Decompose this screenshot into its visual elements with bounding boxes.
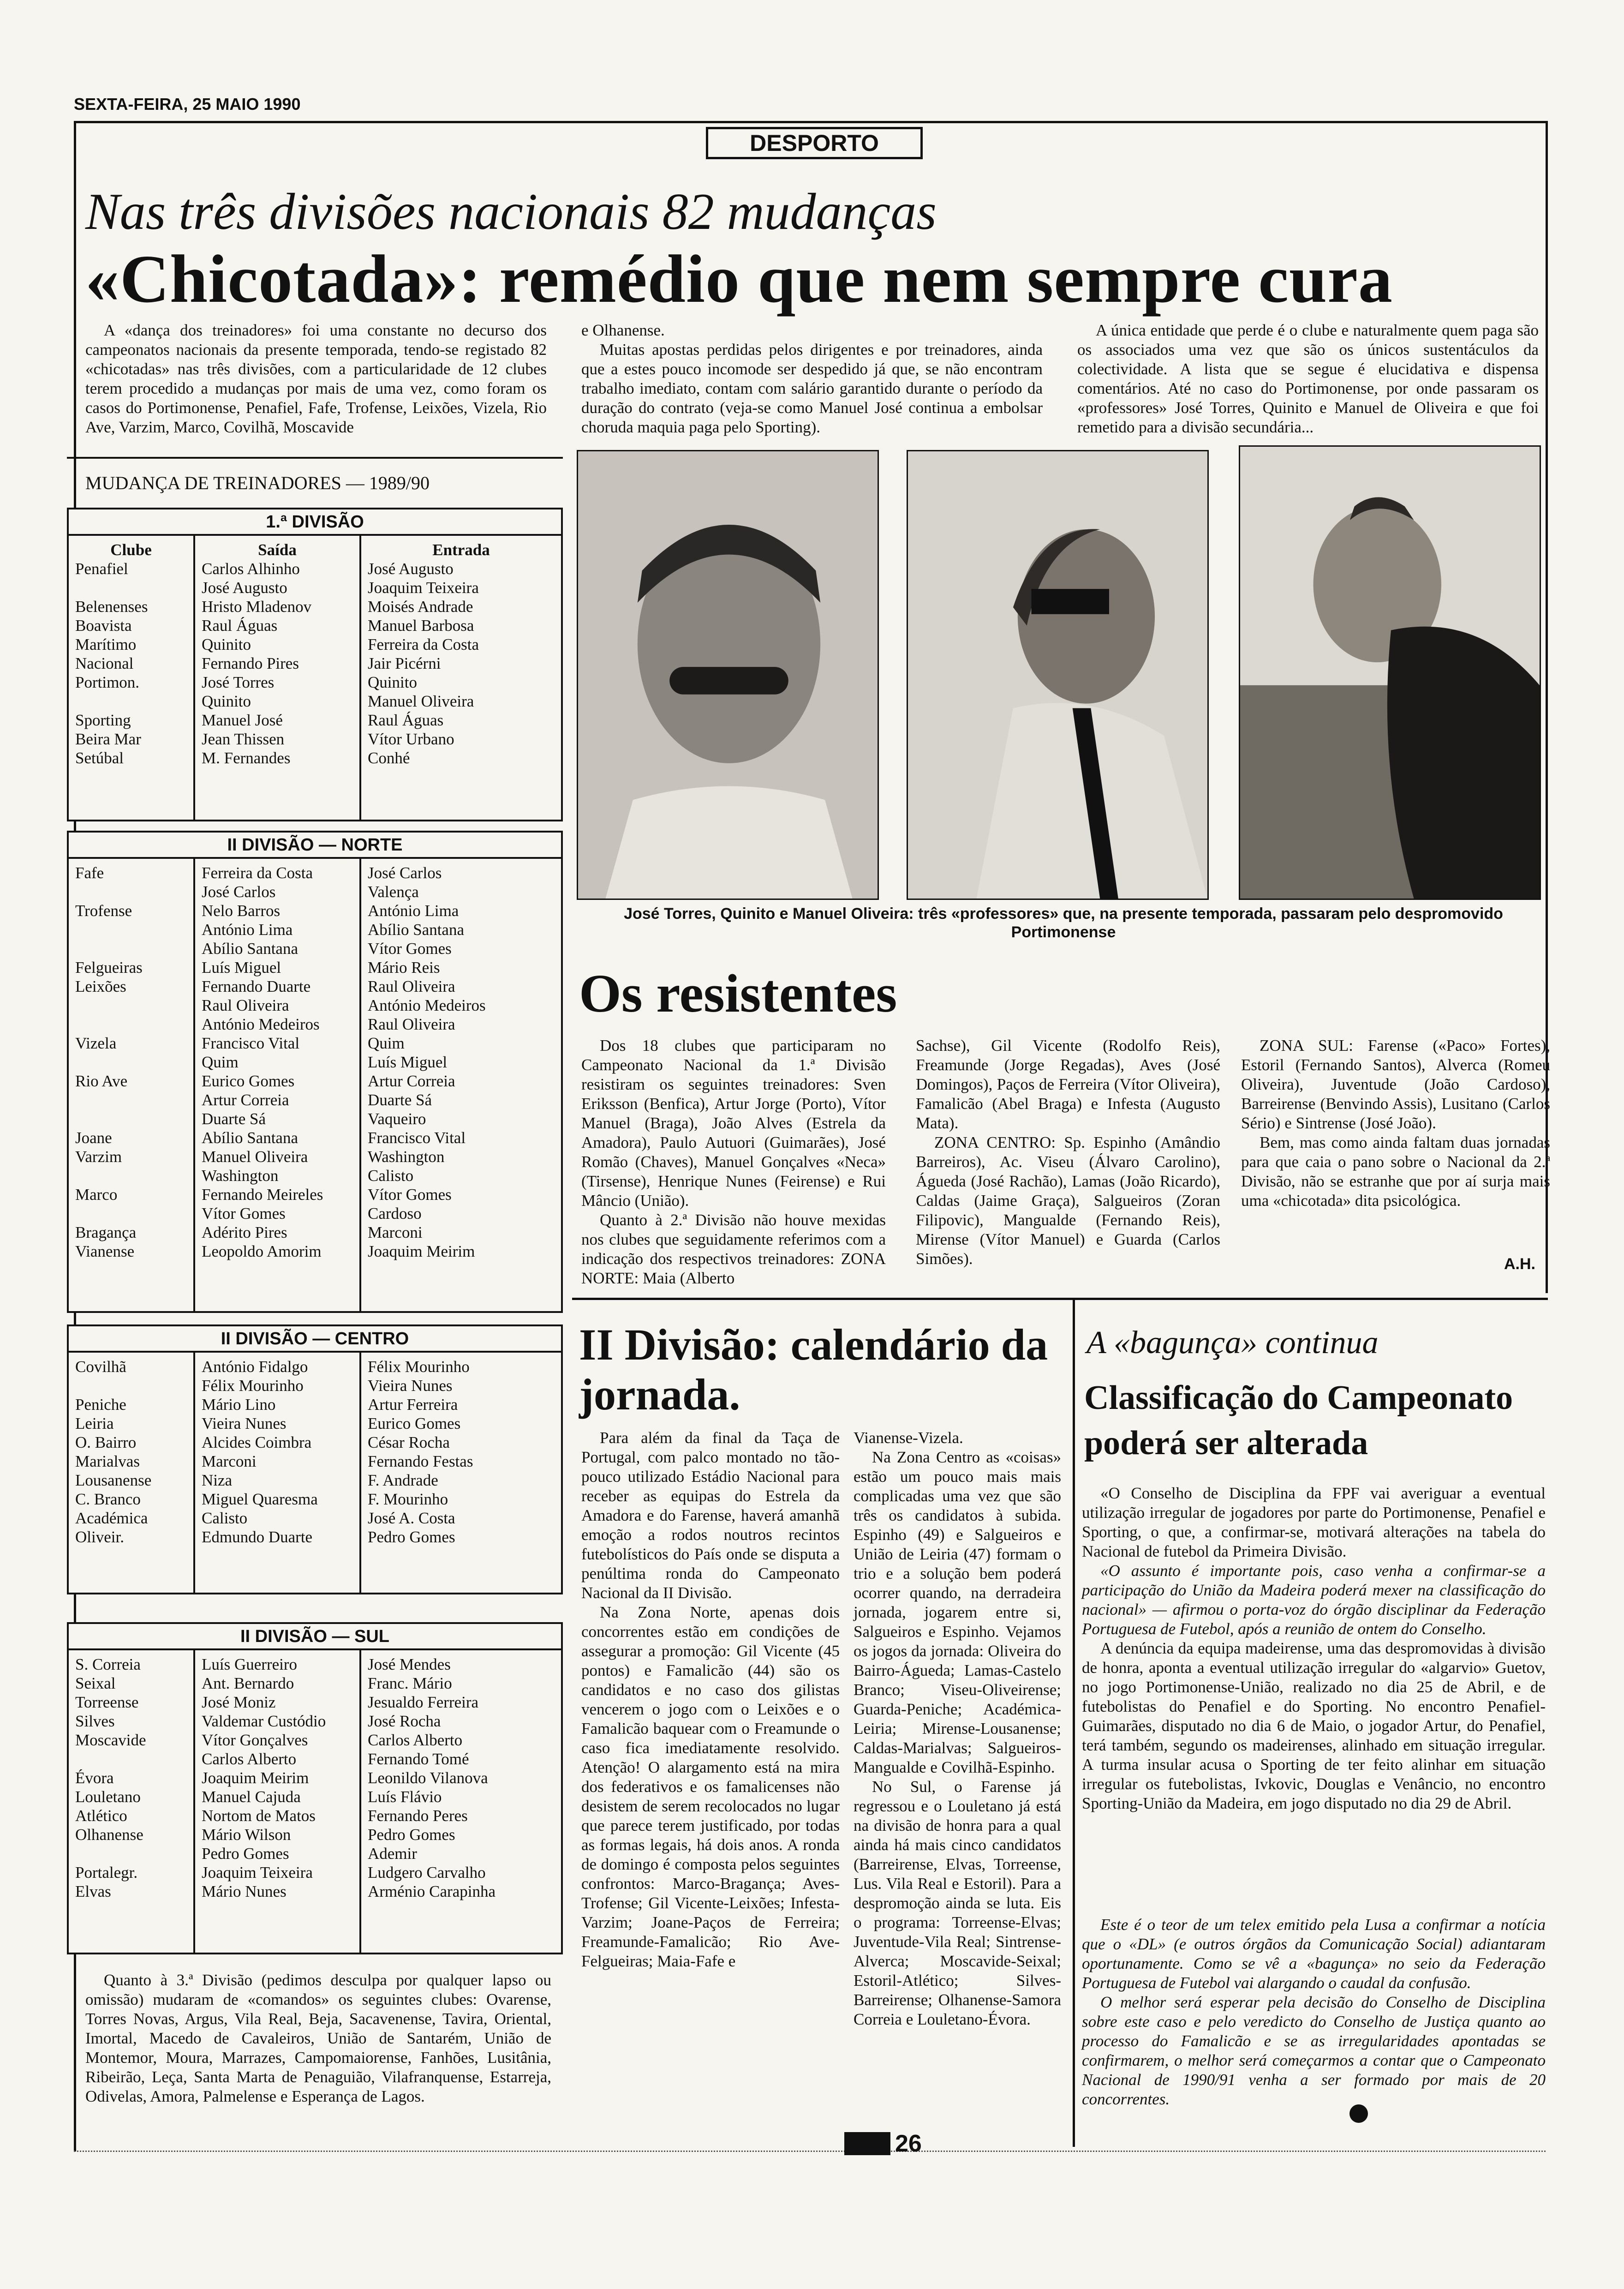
- resistentes-column-3: ZONA SUL: Farense («Paco» Fortes), Estoril (Fernando Santos), Alverca (Romeu Oliveira), Juventude (João Cardoso), Barreirense (Benvindo Assis), Lusitano (Carlos Sério) e Sintrense (José João). Bem, mas como ainda faltam duas jornadas para que caia o pano sobre o Nacional da 2.ª Divisão, não se estranhe que por aí surja mais uma «chicotada» dita psicológica.: [1241, 1037, 1550, 1210]
- newspaper-logo-icon: [844, 2132, 890, 2155]
- photo-caption: José Torres, Quinito e Manuel Oliveira: três «professores» que, na presente temporada, passaram pelo despromovido Portimonense: [624, 905, 1503, 941]
- column-divider-rule: [1073, 1298, 1075, 2147]
- page-footer: [844, 2130, 922, 2157]
- table-section-norte: [67, 831, 563, 1313]
- table-section-centro: [67, 1324, 563, 1594]
- table-saida-column: Saída Carlos Alhinho José Augusto Hristo Mladenov Raul Águas Quinito Fernando Pires José Torres Quinito Manuel José Jean Thissen M. Fernandes: [193, 536, 359, 820]
- table-section-heading: II DIVISÃO — SUL: [69, 1624, 561, 1650]
- table-section-1a-divisao: [67, 508, 563, 821]
- table-section-sul: [67, 1622, 563, 1954]
- intro-column-3: A única entidade que perde é o clube e naturalmente quem paga são os associados uma vez que são os únicos sustentáculos da colectividade. A lista que se segue é elucidativa e dispensa comentários. Até no caso do Portimonense, por onde passaram os «professores» José Torres, Quinito e Manuel de Oliveira e que foi remetido para a divisão secundária...: [1077, 321, 1539, 436]
- bottom-rule: [74, 2151, 1546, 2152]
- dateline: SEXTA-FEIRA, 25 MAIO 1990: [74, 95, 301, 114]
- bagunca-headline: Classificação do Campeonato poderá ser alterada: [1084, 1379, 1513, 1462]
- section-divider-rule: [572, 1298, 1548, 1300]
- table-section-heading: II DIVISÃO — NORTE: [69, 833, 561, 859]
- intro-column-2: e Olhanense. Muitas apostas perdidas pelos dirigentes e por treinadores, ainda que a estes pouco incomode ser despedido já que, se não encontram trabalho imediato, contam com salário garantido durante o período da duração do contrato (veja-se como Manuel José continua a embolsar choruda maquia paga pelo Sporting).: [581, 321, 1043, 436]
- end-mark-dot: [1349, 2104, 1368, 2123]
- table-saida-column: António Fidalgo Félix Mourinho Mário Lino Vieira Nunes Alcides Coimbra Marconi Niza Miguel Quaresma Calisto Edmundo Duarte: [193, 1353, 359, 1593]
- table-clube-column: Clube Penafiel Belenenses Boavista Marítimo Nacional Portimon. Sporting Beira Mar Setúbal: [75, 541, 152, 767]
- table-saida-column: Luís Guerreiro Ant. Bernardo José Moniz Valdemar Custódio Vítor Gonçalves Carlos Alberto Joaquim Meirim Manuel Cajuda Nortom de Matos Mário Wilson Pedro Gomes Joaquim Teixeira Mário Nunes: [193, 1650, 359, 1953]
- table-top-rule: [67, 457, 563, 459]
- table-clube-column: Covilhã Peniche Leiria O. Bairro Marialvas Lousanense C. Branco Académica Oliveir.: [75, 1358, 152, 1546]
- table-section-heading: 1.ª DIVISÃO: [69, 509, 561, 536]
- table-title: MUDANÇA DE TREINADORES — 1989/90: [85, 473, 430, 493]
- photo-quinito: [907, 450, 1209, 900]
- table-clube-column: S. Correia Seixal Torreense Silves Moscavide Évora Louletano Atlético Olhanense Portalegr. Elvas: [75, 1655, 146, 1900]
- photo-manuel-oliveira: [1239, 445, 1541, 900]
- page-number: 26: [895, 2130, 922, 2157]
- divisao-column-1: Para além da final da Taça de Portugal, com palco montado no tão-pouco utilizado Estádio Nacional para receber as equipas do Estrela da Amadora e do Farense, haverá amanhã emoção a rodos noutros recintos futebolísticos do País onde se disputa a penúltima ronda do Campeonato Nacional da II Divisão. Na Zona Norte, apenas dois concorrentes estão em condições de assegurar a promoção: Gil Vicente (45 pontos) e Famalicão (44) são os candidatos e no caso dos gilistas vencerem o jogo com o Leixões e o Famalicão baquear com o Freamunde o caso fica imediatamente resolvido. Atenção! O alargamento está na mira dos federativos e os famalicenses não desistem de serem recolocados no lugar que parece terem justificado, por todas as formas legais, há dois anos. A ronda de domingo é composta pelos seguintes confrontos: Marco-Bragança; Aves-Trofense; Gil Vicente-Leixões; Infesta-Varzim; Joane-Paços de Ferreira; Freamunde-Famalicão; Rio Ave-Felgueiras; Maia-Fafe e: [581, 1429, 840, 1970]
- table-entrada-column: Félix Mourinho Vieira Nunes Artur Ferreira Eurico Gomes César Rocha Fernando Festas F. Andrade F. Mourinho José A. Costa Pedro Gomes: [359, 1353, 561, 1593]
- photo-jose-torres: [577, 450, 879, 900]
- divisao-headline: II Divisão: calendário da jornada.: [579, 1320, 1048, 1419]
- table-entrada-column: José Mendes Franc. Mário Jesualdo Ferreira José Rocha Carlos Alberto Fernando Tomé Leonildo Vilanova Luís Flávio Fernando Peres Pedro Gomes Ademir Ludgero Carvalho Arménio Carapinha: [359, 1650, 561, 1953]
- resistentes-column-2: Sachse), Gil Vicente (Rodolfo Reis), Freamunde (Jorge Regadas), Aves (José Domingos), Paços de Ferreira (Vítor Oliveira), Famalicão (Abel Braga) e Infesta (Augusto Mata). ZONA CENTRO: Sp. Espinho (Amândio Barreiros), Ac. Viseu (Álvaro Carolino), Águeda (José Rachão), Lamas (João Ricardo), Caldas (Jaime Graça), Salgueiros (Zoran Filipovic), Mangualde (Fernando Reis), Mirense (Vítor Manuel) e Guarda (Carlos Simões).: [916, 1037, 1220, 1268]
- divisao-column-2: Vianense-Vizela. Na Zona Centro as «coisas» estão um pouco mais mais complicadas uma vez que são três os candidatos à subida. Espinho (49) e Salgueiros e União de Leiria (47) formam o trio e a solução bem poderá ocorrer quando, na derradeira jornada, jogarem entre si, Salgueiros e Espinho. Vejamos os jogos da jornada: Oliveira do Bairro-Águeda; Lamas-Castelo Branco; Viseu-Oliveirense; Guarda-Peniche; Académica-Leiria; Mirense-Lousanense; Caldas-Marialvas; Salgueiros-Mangualde e Covilhã-Espinho. No Sul, o Farense já regressou e o Louletano já está na divisão de honra para a qual ainda há mais cinco candidatos (Barreirense, Elvas, Torreense, Lus. Vila Real e Estoril). Para a despromoção ainda se luta. Eis o programa: Torreense-Elvas; Juventude-Vila Real; Sintrense-Alverca; Moscavide-Seixal; Estoril-Atlético; Silves-Barreirense; Olhanense-Samora Correia e Louletano-Évora.: [854, 1429, 1061, 2028]
- third-division-note: Quanto à 3.ª Divisão (pedimos desculpa por qualquer lapso ou omissão) mudaram de «comandos» os seguintes clubes: Ovarense, Torres Novas, Argus, Vila Real, Beja, Sacavenense, Tavira, Oriental, Imortal, Macedo de Cavaleiros, União de Santarém, União de Montemor, Moura, Marrazes, Campomaiorense, Fanhões, Lusitânia, Ribeirão, Leça, Santa Marta de Penaguião, Vilafranquense, Estarreja, Odivelas, Amora, Palmelense e Esperança de Lagos.: [85, 1971, 551, 2105]
- table-section-heading: II DIVISÃO — CENTRO: [69, 1326, 561, 1353]
- article-kicker: Nas três divisões nacionais 82 mudanças: [85, 183, 937, 240]
- section-label: DESPORTO: [706, 127, 923, 159]
- bagunca-kicker: A «bagunça» continua: [1087, 1325, 1379, 1360]
- article-headline: «Chicotada»: remédio que nem sempre cura: [85, 241, 1393, 317]
- bagunca-body: «O Conselho de Disciplina da FPF vai averiguar a eventual utilização irregular de jogadores por parte do Portimonense, Penafiel e Sporting, o que, a confirmar-se, motivará alterações na tabela do Nacional de futebol da Primeira Divisão. «O assunto é importante pois, caso venha a confirmar-se a participação do União da Madeira poderá mexer na classificação do nacional» — afirmou o porta-voz do órgão disciplinar da Federação Portuguesa de Futebol, após a reunião de ontem do Conselho. A denúncia da equipa madeirense, uma das despromovidas à divisão de honra, aponta a eventual utilização irregular do «algarvio» Guetov, no jogo Portimonense-União, realizado no dia 25 de Abril, e de futebolistas do Penafiel e do Sporting. No encontro Penafiel-Guimarães, disputado no dia 6 de Maio, o jogador Artur, do Penafiel, terá também, segundo os madeirenses, alinhado em situação irregular. A turma insular acusa o Sporting de ter feito alinhar em situação irregular os futebolistas, Ivkovic, Douglas e Venâncio, no encontro Sporting-União da Madeira, em jogo disputado no dia 29 de Abril.: [1082, 1484, 1546, 1812]
- resistentes-headline: Os resistentes: [579, 963, 897, 1024]
- author-signature: A.H.: [1504, 1255, 1535, 1273]
- frame-top-rule: [74, 121, 1546, 123]
- table-entrada-column: Entrada José Augusto Joaquim Teixeira Moisés Andrade Manuel Barbosa Ferreira da Costa Jair Picérni Quinito Manuel Oliveira Raul Águas Vítor Urbano Conhé: [359, 536, 561, 820]
- table-clube-column: Fafe Trofense Felgueiras Leixões Vizela Rio Ave Joane Varzim Marco Bragança Vianense: [75, 864, 143, 1260]
- intro-column-1: A «dança dos treinadores» foi uma constante no decurso dos campeonatos nacionais da presente temporada, tendo-se registado 82 «chicotadas» nas três divisões, com a particularidade de 12 clubes terem procedido a mudanças por mais de uma vez, como foram os casos do Portimonense, Penafiel, Fafe, Trofense, Leixões, Vizela, Rio Ave, Varzim, Marco, Covilhã, Moscavide: [85, 321, 547, 436]
- table-saida-column: Ferreira da Costa José Carlos Nelo Barros António Lima Abílio Santana Luís Miguel Fernando Duarte Raul Oliveira António Medeiros Francisco Vital Quim Eurico Gomes Artur Correia Duarte Sá Abílio Santana Manuel Oliveira Washington Fernando Meireles Vítor Gomes Adérito Pires Leopoldo Amorim: [193, 859, 359, 1312]
- resistentes-column-1: Dos 18 clubes que participaram no Campeonato Nacional da 1.ª Divisão resistiram os seguintes treinadores: Sven Eriksson (Benfica), Artur Jorge (Porto), Vítor Manuel (Braga), João Alves (Estrela da Amadora), Paulo Autuori (Guimarães), José Romão (Chaves), Manuel Gonçalves «Neca» (Tirsense), Henrique Nunes (Feirense) e Rui Mâncio (União). Quanto à 2.ª Divisão não houve mexidas nos clubes que seguidamente referimos com a indicação dos respectivos treinadores: ZONA NORTE: Maia (Alberto: [581, 1037, 886, 1287]
- bagunca-commentary: Este é o teor de um telex emitido pela Lusa a confirmar a notícia que o «DL» (e outros órgãos da Comunicação Social) adiantaram oportunamente. Como se vê a «bagunça» no seio da Federação Portuguesa de Futebol vai alargando o caudal da confusão. O melhor será esperar pela decisão do Conselho de Disciplina sobre este caso e pelo veredicto do Conselho de Justiça quanto ao processo do Famalicão e se as irregularidades apontadas se confirmarem, o melhor será começarmos a contar que o Campeonato Nacional de 1990/91 venha a ser formado por mais de 20 concorrentes.: [1082, 1916, 1546, 2108]
- table-entrada-column: José Carlos Valença António Lima Abílio Santana Vítor Gomes Mário Reis Raul Oliveira António Medeiros Raul Oliveira Quim Luís Miguel Artur Correia Duarte Sá Vaqueiro Francisco Vital Washington Calisto Vítor Gomes Cardoso Marconi Joaquim Meirim: [359, 859, 561, 1312]
